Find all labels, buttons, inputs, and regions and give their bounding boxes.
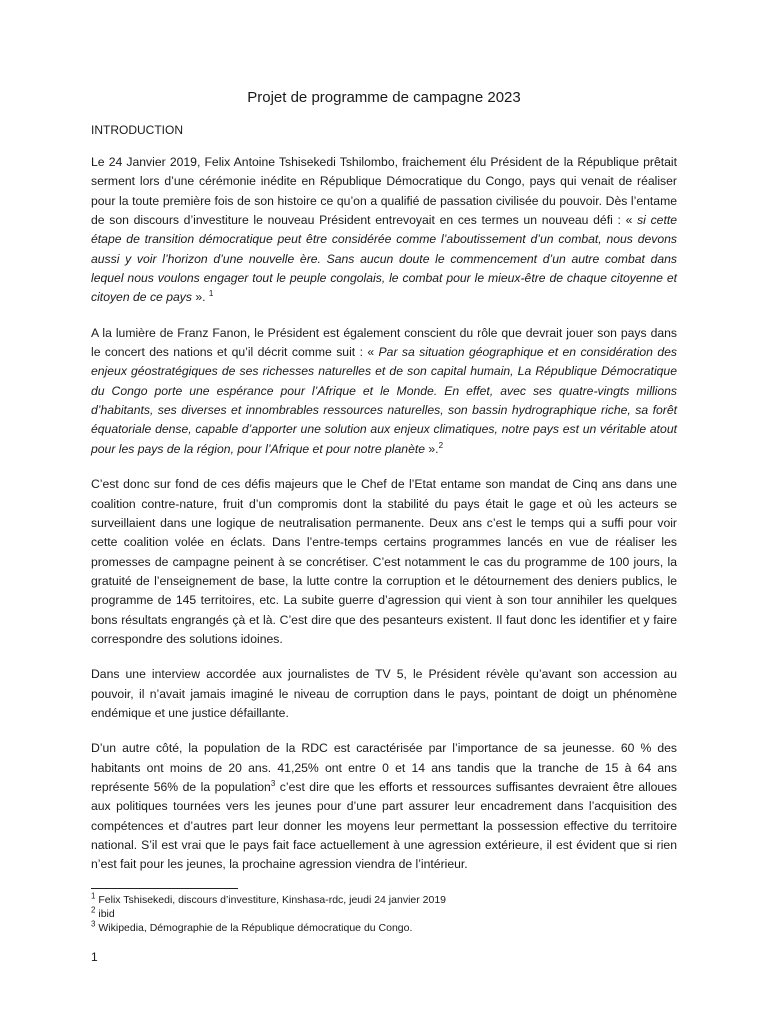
footnote-separator <box>91 888 238 889</box>
paragraph-5-tail: c’est dire que les efforts et ressources suffisantes devraient être alloues aux politiques tournées vers les jeunes pour d’une part assurer leur encadrement dans l’acquisition des compétences et d’autres part leur donner les moyens leur permettant la possession effective du territoire national. S’il est vrai que le pays fait face actuellement à une agression extérieure, il est évident que si rien n’est fait pour les jeunes, la prochaine agression viendra de l’intérieur. <box>91 779 677 872</box>
paragraph-2-tail: ». <box>425 441 439 456</box>
footnote-3-number: 3 <box>91 919 96 929</box>
paragraph-1-text: Le 24 Janvier 2019, Felix Antoine Tshisekedi Tshilombo, fraichement élu Président de la République prêtait serment lors d’une cérémonie inédite en République Démocratique du Congo, pays qui venait de réaliser pour la toute première fois de son histoire ce qu’on a qualifié de passation civilisée du pouvoir. Dès l’entame de son discours d’investiture le nouveau Président entrevoyait en ces termes un nouveau défi : « <box>91 155 677 228</box>
document-body <box>91 153 677 891</box>
footnote-ref-3: 3 <box>270 778 276 788</box>
paragraph-2 <box>91 324 677 459</box>
paragraph-3: C’est donc sur fond de ces défis majeurs que le Chef de l’Etat entame son mandat de Cinq ans dans une coalition contre-nature, fruit d’un compromis dont la stabilité du pays était le gage et où les acteurs se surveillaient dans une logique de neutralisation permanente. Deux ans c’est le temps qui a suffi pour voir cette coalition volée en éclats. Dans l’entre-temps certains programmes lancés en vue de réaliser les promesses de campagne peinent à se concrétiser. C’est notamment le cas du programme de 100 jours, la gratuité de l’enseignement de base, la lutte contre la corruption et le détournement des deniers publics, le programme de 145 territoires, etc. La subite guerre d’agression qui vient à son tour annihiler les quelques bons résultats engrangés çà et là. C’est dire que des pesanteurs existent. Il faut donc les identifier et y faire correspondre des solutions idoines. <box>91 477 677 646</box>
paragraph-1-quote: si cette étape de transition démocratique peut être considérée comme l’aboutissement d’un combat, nous devons aussi y voir l’horizon d’une nouvelle ère. Sans aucun doute le commencement d’un autre combat dans lequel nous voulons engager tout le peuple congolais, le combat pour le mieux-être de chaque citoyenne et citoyen de ce pays <box>91 213 677 305</box>
paragraph-1 <box>91 153 677 308</box>
footnote-2 <box>91 907 446 921</box>
footnote-3 <box>91 921 446 935</box>
footnote-3-text: Wikipedia, Démographie de la République démocratique du Congo. <box>95 922 413 934</box>
footnote-ref-2: 2 <box>438 440 444 450</box>
footnote-1 <box>91 893 446 907</box>
footnote-2-text: ibid <box>95 908 115 920</box>
document-title: Projet de programme de campagne 2023 <box>247 89 521 106</box>
section-heading: INTRODUCTION <box>91 123 183 137</box>
paragraph-2-text: A la lumière de Franz Fanon, le Président est également conscient du rôle que devrait jouer son pays dans le concert des nations et qu’il décrit comme suit : « <box>91 325 677 360</box>
footnote-1-number: 1 <box>91 891 96 901</box>
footnote-2-number: 2 <box>91 905 96 915</box>
paragraph-5 <box>91 739 677 874</box>
footnote-1-text: Felix Tshisekedi, discours d’investiture, Kinshasa-rdc, jeudi 24 janvier 2019 <box>95 894 447 906</box>
page-number: 1 <box>91 950 98 964</box>
footnotes <box>91 893 446 935</box>
paragraph-2-quote: Par sa situation géographique et en considération des enjeux géostratégiques de ses richesses naturelles et de son capital humain, La République Démocratique du Congo porte une espérance pour l’Afrique et le Monde. En effet, avec ses quatre-vingts millions d’habitants, ses diverses et innombrables ressources naturelles, son bassin hydrographique riche, sa forêt équatoriale dense, capable d’apporter une solution aux enjeux climatiques, notre pays est un véritable atout pour les pays de la région, pour l’Afrique et pour notre planète <box>91 345 677 456</box>
paragraph-4: Dans une interview accordée aux journalistes de TV 5, le Président révèle qu’avant son accession au pouvoir, il n’avait jamais imaginé le niveau de corruption dans le pays, pointant de doigt un phénomène endémique et une justice défaillante. <box>91 667 677 720</box>
footnote-ref-1: 1 <box>208 289 214 299</box>
paragraph-1-tail: ». <box>191 290 209 305</box>
paragraph-5-text: D’un autre côté, la population de la RDC est caractérisée par l’importance de sa jeunesse. 60 % des habitants ont moins de 20 ans. 41,25% ont entre 0 et 14 ans tandis que la tranche de 15 à 64 ans représente 56% de la population <box>91 741 677 794</box>
